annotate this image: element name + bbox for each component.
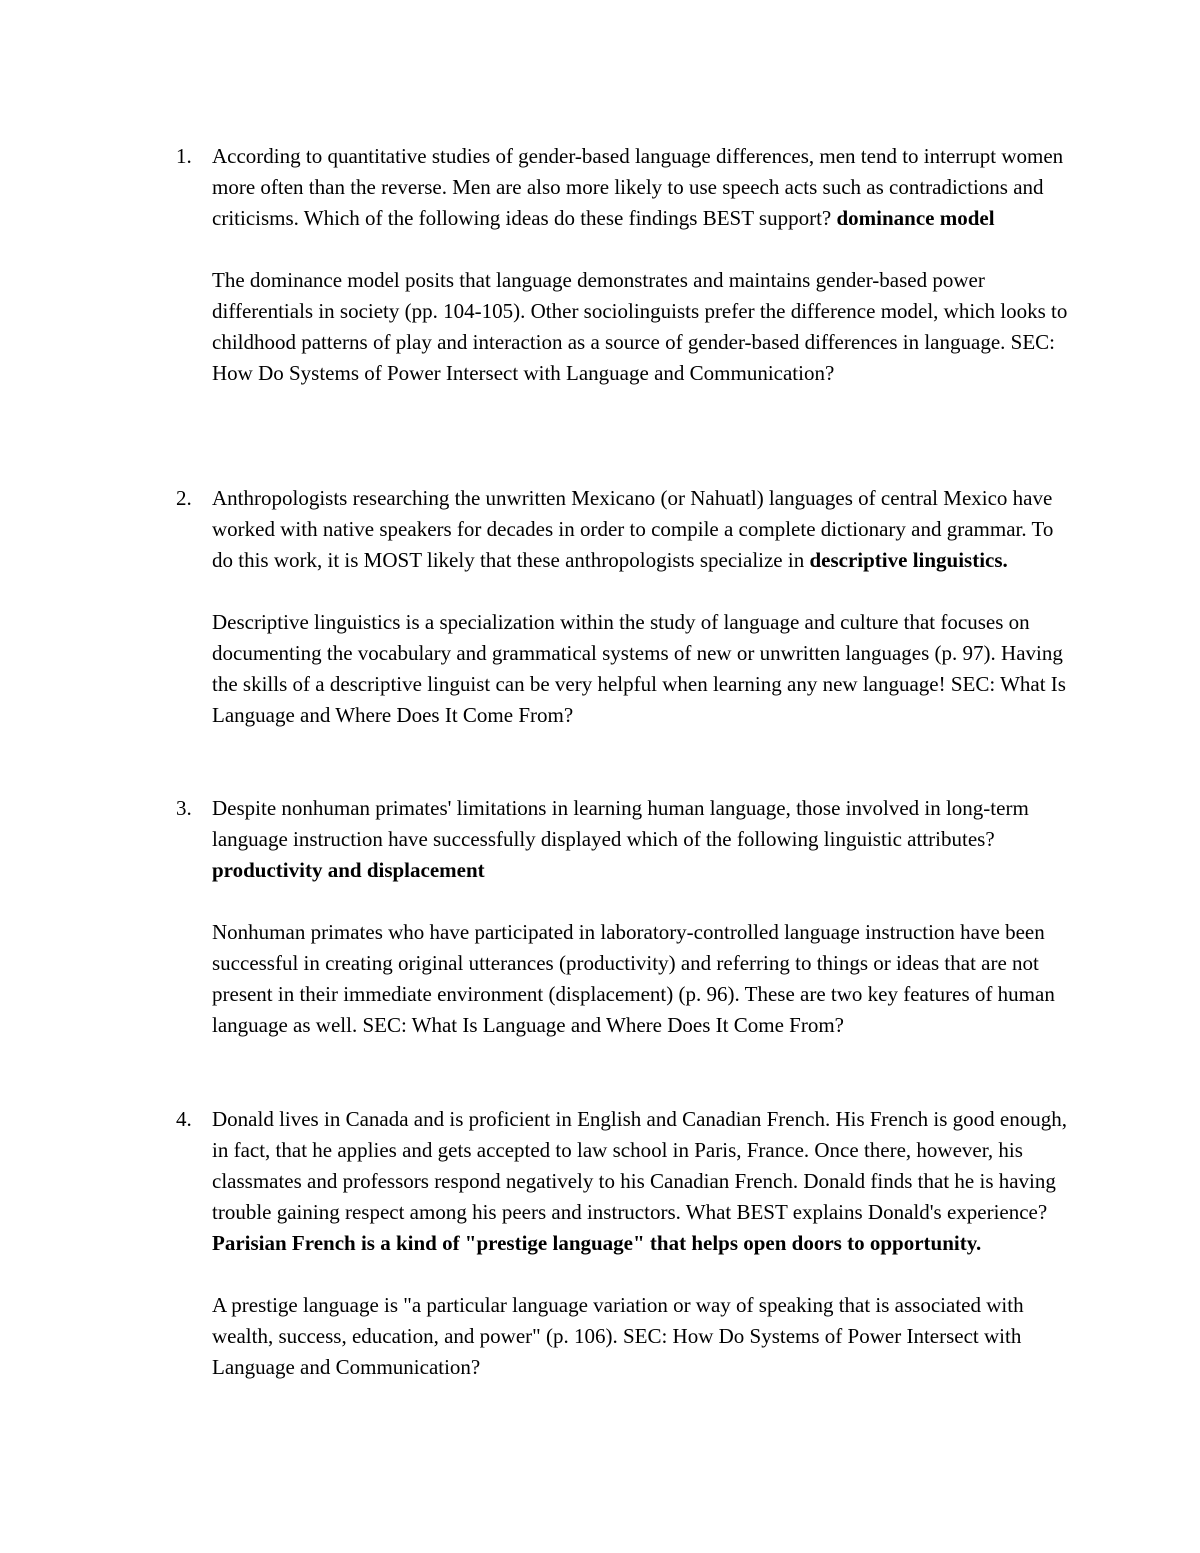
- question-text: Anthropologists researching the unwritten Mexicano (or Nahuatl) languages of central Mexico have worked with native speakers for decades in order to compile a complete dictionary and grammar. To do this work, it is MOST likely that these anthropologists specialize in: [212, 486, 1054, 572]
- question-number: 4.: [176, 1107, 192, 1131]
- question-answer: Parisian French is a kind of "prestige language" that helps open doors to opportunity.: [212, 1231, 982, 1255]
- question-text: According to quantitative studies of gender-based language differences, men tend to interrupt women more often than the reverse. Men are also more likely to use speech acts such as contradictions and criticisms. Which of the following ideas do these findings BEST support?: [212, 144, 1064, 230]
- question-prompt: [212, 793, 1072, 886]
- question-answer: dominance model: [836, 206, 995, 230]
- question-explanation: Nonhuman primates who have participated in laboratory-controlled language instruction have been successful in creating original utterances (productivity) and referring to things or ideas that are not present in their immediate environment (displacement) (p. 96). These are two key features of human language as well. SEC: What Is Language and Where Does It Come From?: [212, 920, 1055, 1037]
- question-number: 2.: [176, 486, 192, 510]
- question-explanation: Descriptive linguistics is a specialization within the study of language and culture that focuses on documenting the vocabulary and grammatical systems of new or unwritten languages (p. 97). Having the skills of a descriptive linguist can be very helpful when learning any new language! SEC: What Is Language and Where Does It Come From?: [212, 610, 1066, 727]
- question-number: 1.: [176, 144, 192, 168]
- question-number: 3.: [176, 796, 192, 820]
- question-prompt: [212, 483, 1072, 576]
- question-prompt: [212, 141, 1072, 234]
- question-explanation: A prestige language is "a particular language variation or way of speaking that is associated with wealth, success, education, and power" (p. 106). SEC: How Do Systems of Power Intersect with Language and Communication?: [212, 1293, 1024, 1379]
- question-body: [212, 141, 1072, 389]
- question-body: [212, 793, 1072, 1041]
- question-body: [212, 483, 1072, 731]
- question-explanation: The dominance model posits that language demonstrates and maintains gender-based power differentials in society (pp. 104-105). Other sociolinguists prefer the difference model, which looks to childhood patterns of play and interaction as a source of gender-based differences in language. SEC: How Do Systems of Power Intersect with Language and Communication?: [212, 268, 1068, 385]
- question-body: [212, 1104, 1072, 1383]
- question-text: Donald lives in Canada and is proficient in English and Canadian French. His French is good enough, in fact, that he applies and gets accepted to law school in Paris, France. Once there, however, his classmates and professors respond negatively to his Canadian French. Donald finds that he is having trouble gaining respect among his peers and instructors. What BEST explains Donald's experience?: [212, 1107, 1068, 1224]
- question-answer: productivity and displacement: [212, 858, 485, 882]
- question-text: Despite nonhuman primates' limitations in learning human language, those involved in long-term language instruction have successfully displayed which of the following linguistic attributes?: [212, 796, 1029, 851]
- question-prompt: [212, 1104, 1072, 1259]
- question-answer: descriptive linguistics.: [809, 548, 1008, 572]
